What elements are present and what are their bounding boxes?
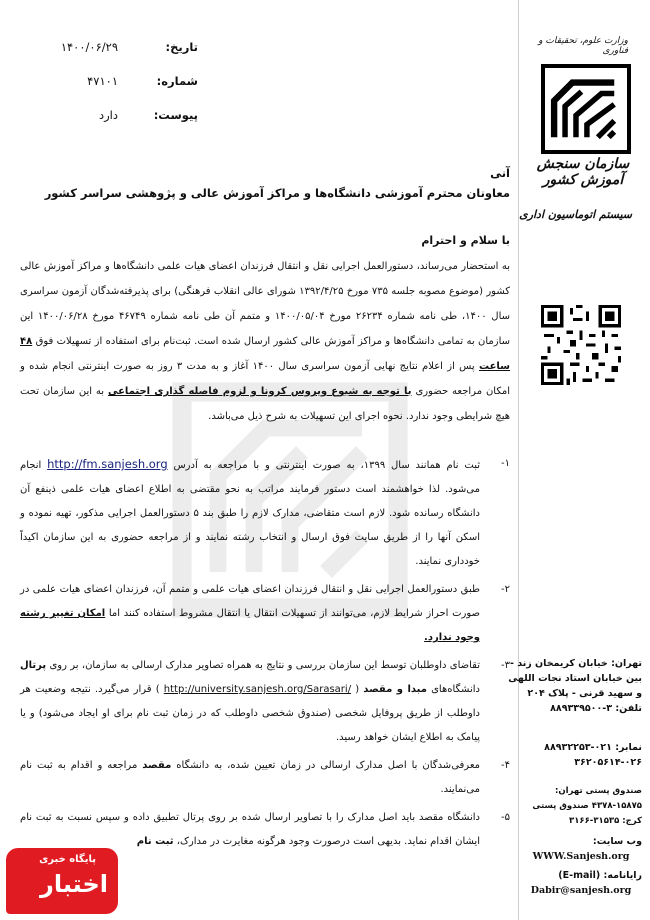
greeting: با سلام و احترام bbox=[421, 234, 510, 247]
letterhead-sidebar bbox=[508, 0, 650, 920]
item-number: ۲- bbox=[501, 584, 510, 595]
pobox-block bbox=[520, 784, 642, 829]
email-link[interactable]: Dabir@sanjesh.org bbox=[530, 885, 632, 896]
item-emphasis: امکان تغییر رشته وجود ندارد. bbox=[20, 608, 480, 643]
fax-label: نمابر: bbox=[615, 742, 642, 753]
phone-line: تلفن: ۳-۸۸۹۳۳۹۵۰۰ bbox=[550, 703, 642, 714]
item-number: ۴- bbox=[501, 760, 510, 771]
website-label: وب سایت: bbox=[592, 836, 642, 847]
fax-number-1: ۰۲۱-۸۸۹۳۲۲۵۳ bbox=[544, 742, 612, 753]
address-line-2: بین خیابان استاد نجات اللهی bbox=[508, 673, 642, 684]
pobox-karaj: صندوق پستی کرج: ۳۱۵۳۵-۳۱۶۶ bbox=[532, 801, 642, 826]
item-number: ۱- bbox=[501, 458, 510, 469]
attachment-value: دارد bbox=[99, 108, 118, 122]
address-block bbox=[508, 656, 642, 716]
attachment-label: پیوست: bbox=[153, 108, 198, 122]
list-item bbox=[20, 806, 510, 854]
date-value: ۱۴۰۰/۰۶/۲۹ bbox=[60, 40, 118, 54]
address-line-3: و سهید قرنی - پلاک ۲۰۴ bbox=[527, 688, 642, 699]
item-emphasis: پرتال bbox=[20, 660, 47, 671]
office-automation-label: سیستم اتوماسیون اداری bbox=[519, 208, 632, 221]
sanjesh-logo-icon bbox=[541, 64, 631, 154]
item-text-mid-2: ( bbox=[351, 684, 364, 695]
list-item bbox=[20, 654, 510, 750]
number-label: شماره: bbox=[156, 74, 198, 88]
list-item bbox=[20, 754, 510, 802]
email-block bbox=[520, 868, 642, 898]
intro-emphasis-1: ۴۸ ساعت bbox=[20, 336, 511, 372]
portal-link[interactable]: http://university.sanjesh.org/Sarasari/ bbox=[163, 684, 352, 695]
website-block bbox=[520, 834, 642, 864]
intro-text-2: پس از اعلام نتایج نهایی آزمون سراسری سال ۱۴۰۰ آغاز و به مدت ۳ روز به صورت اینترنتی انجام شده و امکان مراجعه حضوری bbox=[20, 361, 510, 397]
list-item bbox=[20, 578, 510, 650]
date-row bbox=[28, 40, 198, 74]
organization-name: سازمان سنجش آموزش کشور bbox=[536, 156, 630, 188]
list-item bbox=[20, 452, 510, 574]
intro-paragraph bbox=[20, 254, 510, 429]
item-emphasis-2: مبدا و مقصد bbox=[363, 684, 427, 695]
badge-subtitle: پایگاه خبری bbox=[39, 854, 96, 865]
item-text-cont: ) قرار می‌گیرد. نتیجه وضعیت هر داوطلب از طریق پروفایل شخصی (صندوق شخصی داوطلب که در زمان ثبت نام برای او ایجاد می‌شود) و یا پیامک به اطلاع ایشان خواهد رسید. bbox=[20, 684, 480, 743]
item-text-cont: مراجعه و اقدام به ثبت نام می‌نمایند. bbox=[20, 760, 480, 795]
urgency-label: آنی bbox=[490, 166, 510, 180]
item-text: ثبت نام همانند سال ۱۳۹۹، به صورت اینترنتی و با مراجعه به آدرس bbox=[167, 460, 480, 471]
item-text: طبق دستورالعمل اجرایی نقل و انتقال فرزندان اعضای هیات علمی و متمم آن، فرزندان اعضای هیات علمی در صورت احراز شرایط لازم، می‌توانند از تسهیلات انتقال یا انتقال مشروط استفاده کنند اما bbox=[20, 584, 480, 619]
registration-link[interactable]: http://fm.sanjesh.org bbox=[47, 457, 168, 471]
address-line-1: تهران: خیابان کریمخان زند - bbox=[509, 658, 642, 669]
intro-text-3: به این سازمان تحت هیچ شرایطی وجود ندارد. نحوه اجرای این تسهیلات به شرح ذیل می‌باشد. bbox=[20, 386, 510, 422]
attachment-row bbox=[28, 108, 198, 142]
ministry-name: وزارت علوم، تحقیقات و فناوری bbox=[538, 36, 628, 56]
recipient-line: معاونان محترم آموزشی دانشگاه‌ها و مراکز آموزش عالی و پژوهشی سراسر کشور bbox=[44, 186, 510, 200]
number-row bbox=[28, 74, 198, 108]
pobox-tehran: صندوق پستی تهران: ۱۵۸۷۵-۴۳۷۸ bbox=[555, 786, 642, 811]
item-emphasis: ثبت نام bbox=[136, 836, 174, 847]
item-number: ۵- bbox=[501, 812, 510, 823]
date-label: تاریخ: bbox=[165, 40, 198, 54]
news-agency-badge bbox=[6, 848, 118, 914]
item-text-cont: انجام می‌شود. لذا خواهشمند است دستور فرمایند مراتب به نحو مقتضی به اطلاع اعضای هیات علمی ذینفع آن دانشگاه رسانده شود. لازم است متقاضی، مدارک لازم را طبق بند ۵ دستورالعمل اجرایی مذکور، تهیه نموده و اسکن آنها را از طریق سایت فوق ارسال و انتخاب رشته نمایند و از مراجعه حضوری به این سازمان اکیداً خودداری نمایند. bbox=[20, 460, 480, 567]
website-link[interactable]: WWW.Sanjesh.org bbox=[532, 851, 630, 862]
badge-title: اختبار bbox=[40, 870, 108, 898]
fax-block bbox=[520, 740, 642, 770]
instruction-list bbox=[20, 452, 510, 858]
intro-emphasis-2: با توجه به شیوع ویروس کرونا و لزوم فاصله گذاری اجتماعی bbox=[107, 386, 412, 397]
item-text: تقاضای داوطلبان توسط این سازمان بررسی و نتایج به همراه تصاویر مدارک ارسالی به سازمان، بر روی bbox=[46, 660, 480, 671]
letter-meta bbox=[28, 40, 198, 142]
item-number: ۳- bbox=[501, 660, 510, 671]
qr-code-icon bbox=[541, 305, 621, 385]
item-text: معرفی‌شدگان با اصل مدارک ارسالی در زمان تعیین شده، به دانشگاه bbox=[171, 760, 481, 771]
number-value: ۴۷۱۰۱ bbox=[87, 74, 118, 88]
item-emphasis: مقصد bbox=[142, 760, 172, 771]
email-label: رایانامه: (E-mail) bbox=[558, 870, 642, 881]
fax-number-2: ۰۲۶-۳۶۲۰۵۶۱۴ bbox=[574, 757, 642, 768]
item-text: دانشگاه مقصد باید اصل مدارک را با تصاویر ارسال شده بر روی پرتال تطبیق داده و سپس نسبت به ثبت نام ایشان اقدام نماید. بدیهی است درصورت وجود هرگونه مغایرت در مدارک، bbox=[20, 812, 480, 847]
intro-text-1: به استحضار می‌رساند، دستورالعمل اجرایی نقل و انتقال فرزندان اعضای هیات علمی دانشگاه‌ها و مراکز آموزش عالی کشور (موضوع مصوبه جلسه ۷۳۵ مورخ ۱۳۹۲/۴/۲۵ شورای عالی انقلاب فرهنگی) برای پذیرفته‌شدگان آزمون سراسری سال ۱۴۰۰، طی نامه شماره ۲۶۲۳۴ مورخ ۱۴۰۰/۰۵/۰۴ و متمم آن طی نامه شماره ۴۶۷۴۹ مورخ ۱۴۰۰/۰۶/۲۸ این سازمان به تمامی دانشگاه‌ها و مراکز آموزش عالی کشور ارسال شده است. ثبت‌نام برای استفاده از تسهیلات فوق bbox=[20, 261, 511, 347]
item-text-mid: دانشگاه‌های bbox=[426, 684, 480, 695]
